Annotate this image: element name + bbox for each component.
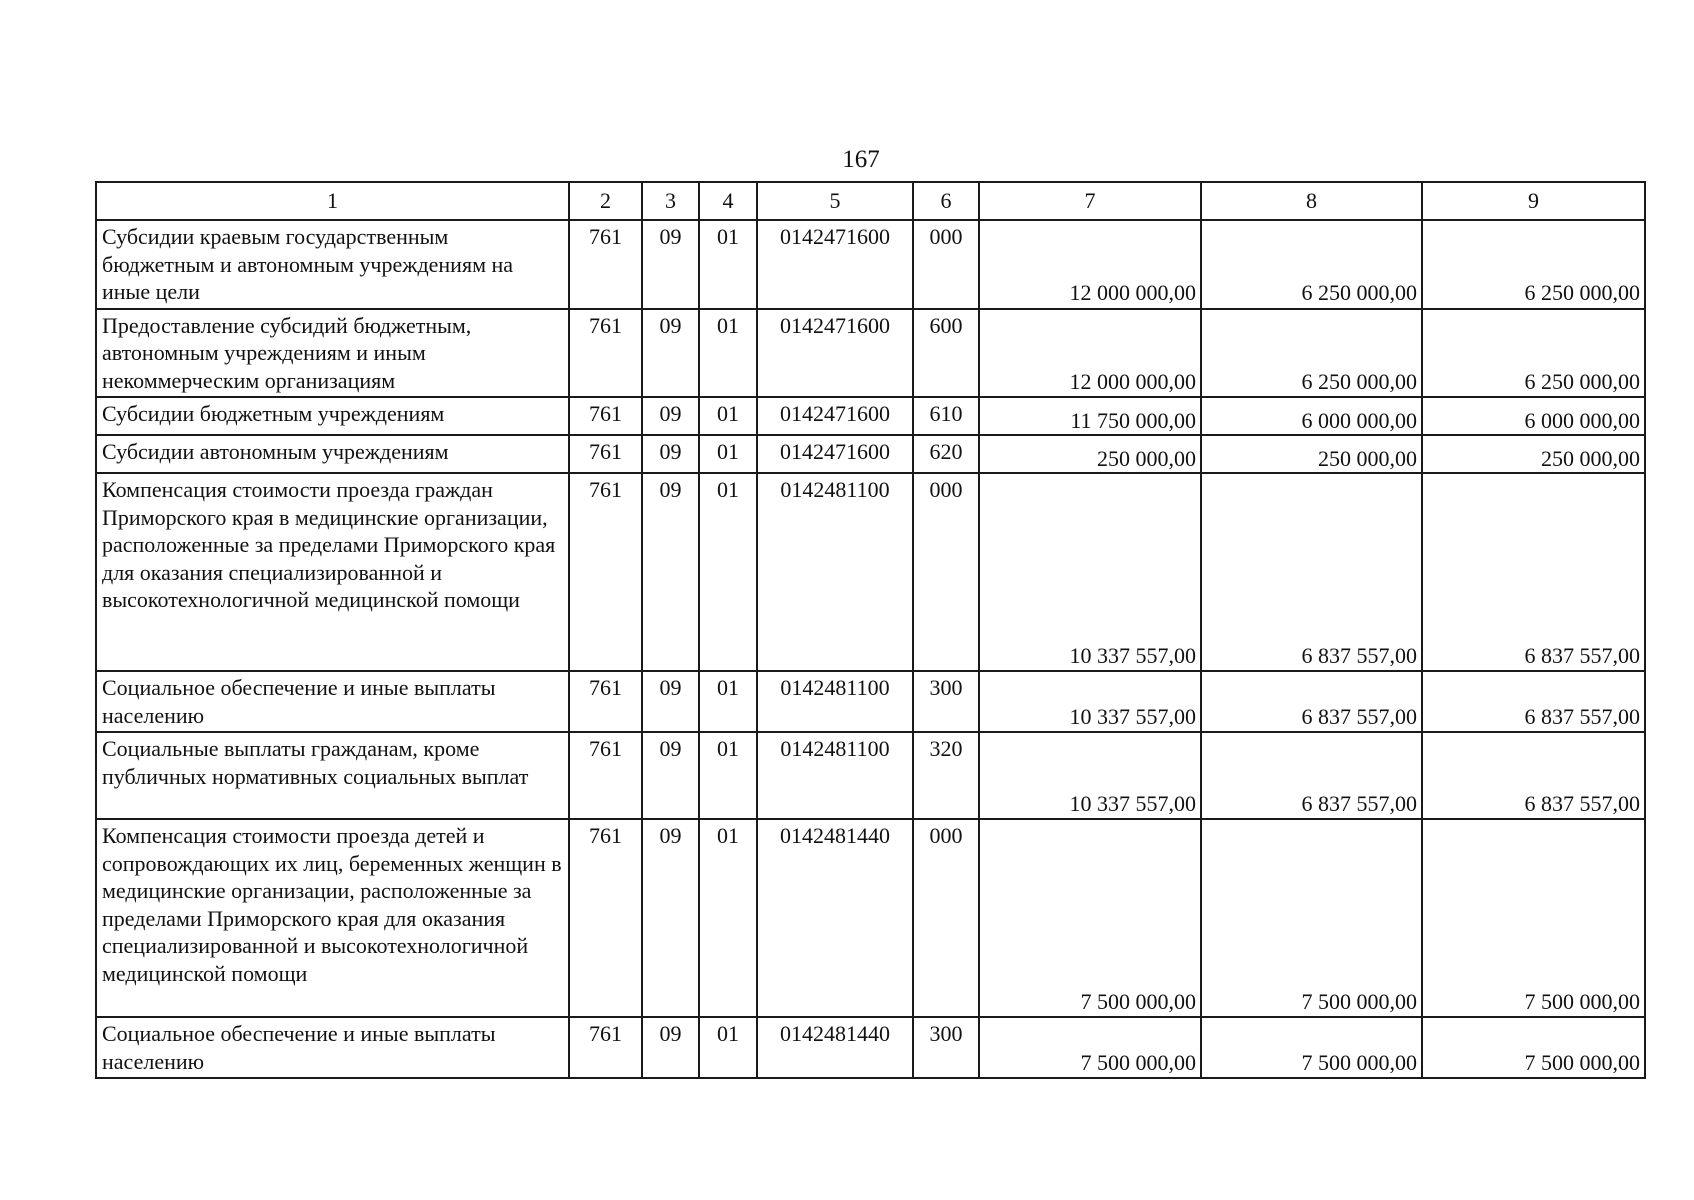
col-8-amount: 6 250 000,00	[1201, 220, 1422, 309]
col-8-amount: 6 837 557,00	[1201, 732, 1422, 819]
col-9-amount: 7 500 000,00	[1422, 1017, 1645, 1078]
col-5-cell: 0142481100	[757, 671, 913, 732]
row-name: Субсидии бюджетным учреждениям	[96, 397, 569, 435]
col-3-cell: 09	[642, 473, 699, 671]
col-2-cell: 761	[569, 1017, 642, 1078]
col-5-cell: 0142481100	[757, 732, 913, 819]
col-4-cell: 01	[699, 732, 757, 819]
row-name: Социальное обеспечение и иные выплаты населению	[96, 671, 569, 732]
col-5-cell: 0142471600	[757, 397, 913, 435]
table-row	[96, 220, 1645, 309]
col-4-cell: 01	[699, 1017, 757, 1078]
col-4-cell: 01	[699, 671, 757, 732]
row-name: Социальные выплаты гражданам, кроме публичных нормативных социальных выплат	[96, 732, 569, 819]
col-7-amount: 12 000 000,00	[979, 220, 1201, 309]
column-header: 1	[96, 182, 569, 220]
column-header: 7	[979, 182, 1201, 220]
col-7-amount: 7 500 000,00	[979, 1017, 1201, 1078]
col-7-amount: 10 337 557,00	[979, 671, 1201, 732]
col-5-cell: 0142481440	[757, 1017, 913, 1078]
column-header: 5	[757, 182, 913, 220]
col-7-amount: 250 000,00	[979, 435, 1201, 473]
row-name: Социальное обеспечение и иные выплаты населению	[96, 1017, 569, 1078]
table-row	[96, 309, 1645, 398]
table-row	[96, 819, 1645, 1017]
col-3-cell: 09	[642, 671, 699, 732]
col-8-amount: 7 500 000,00	[1201, 1017, 1422, 1078]
col-8-amount: 6 837 557,00	[1201, 671, 1422, 732]
col-6-cell: 300	[913, 671, 979, 732]
col-4-cell: 01	[699, 220, 757, 309]
row-name: Предоставление субсидий бюджетным, автономным учреждениям и иным некоммерческим организациям	[96, 309, 569, 398]
col-7-amount: 7 500 000,00	[979, 819, 1201, 1017]
row-name: Компенсация стоимости проезда граждан Приморского края в медицинские организации, расположенные за пределами Приморского края для оказания специализированной и высокотехнологичной медицинской помощи	[96, 473, 569, 671]
table-row	[96, 397, 1645, 435]
table-row	[96, 473, 1645, 671]
col-7-amount: 12 000 000,00	[979, 309, 1201, 398]
column-header: 2	[569, 182, 642, 220]
col-8-amount: 7 500 000,00	[1201, 819, 1422, 1017]
col-9-amount: 6 250 000,00	[1422, 309, 1645, 398]
table-row	[96, 671, 1645, 732]
col-3-cell: 09	[642, 435, 699, 473]
col-2-cell: 761	[569, 220, 642, 309]
col-9-amount: 6 837 557,00	[1422, 473, 1645, 671]
col-2-cell: 761	[569, 397, 642, 435]
row-name: Субсидии краевым государственным бюджетным и автономным учреждениям на иные цели	[96, 220, 569, 309]
table-row	[96, 435, 1645, 473]
col-8-amount: 6 250 000,00	[1201, 309, 1422, 398]
col-6-cell: 620	[913, 435, 979, 473]
col-3-cell: 09	[642, 397, 699, 435]
column-header: 9	[1422, 182, 1645, 220]
col-7-amount: 10 337 557,00	[979, 732, 1201, 819]
col-9-amount: 250 000,00	[1422, 435, 1645, 473]
col-2-cell: 761	[569, 309, 642, 398]
header-row	[96, 182, 1645, 220]
col-9-amount: 6 837 557,00	[1422, 732, 1645, 819]
col-6-cell: 320	[913, 732, 979, 819]
col-6-cell: 000	[913, 473, 979, 671]
col-5-cell: 0142481440	[757, 819, 913, 1017]
col-5-cell: 0142471600	[757, 309, 913, 398]
col-8-amount: 6 000 000,00	[1201, 397, 1422, 435]
col-9-amount: 6 837 557,00	[1422, 671, 1645, 732]
col-4-cell: 01	[699, 473, 757, 671]
col-8-amount: 250 000,00	[1201, 435, 1422, 473]
col-3-cell: 09	[642, 732, 699, 819]
col-6-cell: 600	[913, 309, 979, 398]
row-name: Субсидии автономным учреждениям	[96, 435, 569, 473]
col-5-cell: 0142471600	[757, 220, 913, 309]
col-2-cell: 761	[569, 671, 642, 732]
col-5-cell: 0142481100	[757, 473, 913, 671]
column-header: 6	[913, 182, 979, 220]
column-header: 3	[642, 182, 699, 220]
col-9-amount: 6 000 000,00	[1422, 397, 1645, 435]
table-row	[96, 1017, 1645, 1078]
col-2-cell: 761	[569, 732, 642, 819]
col-4-cell: 01	[699, 435, 757, 473]
col-2-cell: 761	[569, 473, 642, 671]
col-9-amount: 6 250 000,00	[1422, 220, 1645, 309]
row-name: Компенсация стоимости проезда детей и сопровождающих их лиц, беременных женщин в медицинские организации, расположенные за пределами Приморского края для оказания специализированной и высокотехнологичной медицинской помощи	[96, 819, 569, 1017]
col-6-cell: 300	[913, 1017, 979, 1078]
table-row	[96, 732, 1645, 819]
col-5-cell: 0142471600	[757, 435, 913, 473]
col-7-amount: 10 337 557,00	[979, 473, 1201, 671]
column-header: 4	[699, 182, 757, 220]
page-number: 167	[842, 146, 880, 173]
col-6-cell: 000	[913, 819, 979, 1017]
col-6-cell: 610	[913, 397, 979, 435]
col-2-cell: 761	[569, 819, 642, 1017]
col-4-cell: 01	[699, 397, 757, 435]
column-header: 8	[1201, 182, 1422, 220]
col-2-cell: 761	[569, 435, 642, 473]
col-8-amount: 6 837 557,00	[1201, 473, 1422, 671]
col-7-amount: 11 750 000,00	[979, 397, 1201, 435]
col-3-cell: 09	[642, 309, 699, 398]
col-9-amount: 7 500 000,00	[1422, 819, 1645, 1017]
col-3-cell: 09	[642, 1017, 699, 1078]
col-3-cell: 09	[642, 220, 699, 309]
col-3-cell: 09	[642, 819, 699, 1017]
col-4-cell: 01	[699, 819, 757, 1017]
col-4-cell: 01	[699, 309, 757, 398]
col-6-cell: 000	[913, 220, 979, 309]
budget-table	[95, 181, 1646, 1079]
